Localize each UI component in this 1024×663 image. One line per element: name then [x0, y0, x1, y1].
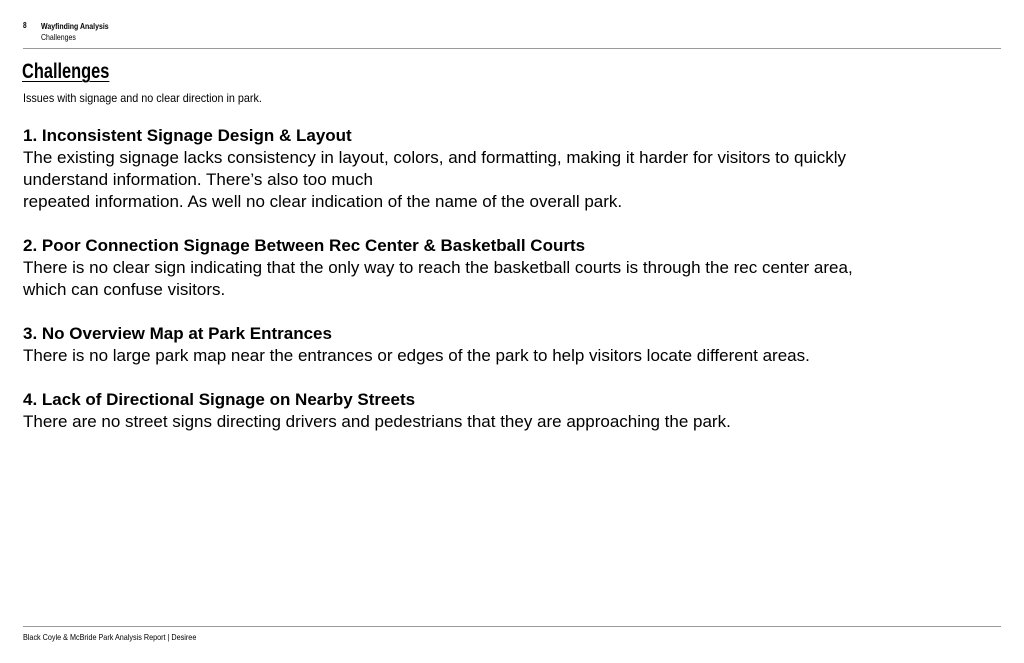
- page-number: 8: [23, 21, 27, 30]
- page-header: [23, 20, 1001, 49]
- issue-description-line: There is no large park map near the entrances or edges of the park to help visitors locate different areas.: [23, 346, 810, 365]
- issue-item: [23, 235, 963, 301]
- section-subtitle: Challenges: [41, 32, 76, 42]
- issue-heading: 2. Poor Connection Signage Between Rec Center & Basketball Courts: [23, 236, 586, 255]
- issue-description: [23, 257, 963, 301]
- page-title: Challenges: [22, 60, 110, 83]
- issue-description-line: The existing signage lacks consistency in layout, colors, and formatting, making it harder for visitors to quickly: [23, 148, 846, 167]
- footer-text: Black Coyle & McBride Park Analysis Report | Desiree: [23, 632, 197, 642]
- issue-description: [23, 345, 963, 367]
- issue-description-line: repeated information. As well no clear indication of the name of the overall park.: [23, 192, 623, 211]
- issue-item: [23, 389, 963, 433]
- issue-item: [23, 125, 963, 213]
- issue-description: [23, 147, 963, 213]
- page-footer: [23, 626, 1001, 642]
- section-title: Wayfinding Analysis: [41, 21, 109, 31]
- issue-item: [23, 323, 963, 367]
- issue-description-line: There is no clear sign indicating that the only way to reach the basketball courts is through the rec center area,: [23, 258, 853, 277]
- issue-description: [23, 411, 963, 433]
- issue-heading: 1. Inconsistent Signage Design & Layout: [23, 126, 352, 145]
- issue-heading: 4. Lack of Directional Signage on Nearby Streets: [23, 390, 416, 409]
- issue-description-line: which can confuse visitors.: [23, 280, 226, 299]
- issue-description-line: There are no street signs directing drivers and pedestrians that they are approaching the park.: [23, 412, 731, 431]
- issue-heading: 3. No Overview Map at Park Entrances: [23, 324, 332, 343]
- issue-description-line: understand information. There’s also too much: [23, 170, 373, 189]
- page-subtitle: Issues with signage and no clear direction in park.: [23, 91, 262, 105]
- issue-list: [23, 125, 963, 455]
